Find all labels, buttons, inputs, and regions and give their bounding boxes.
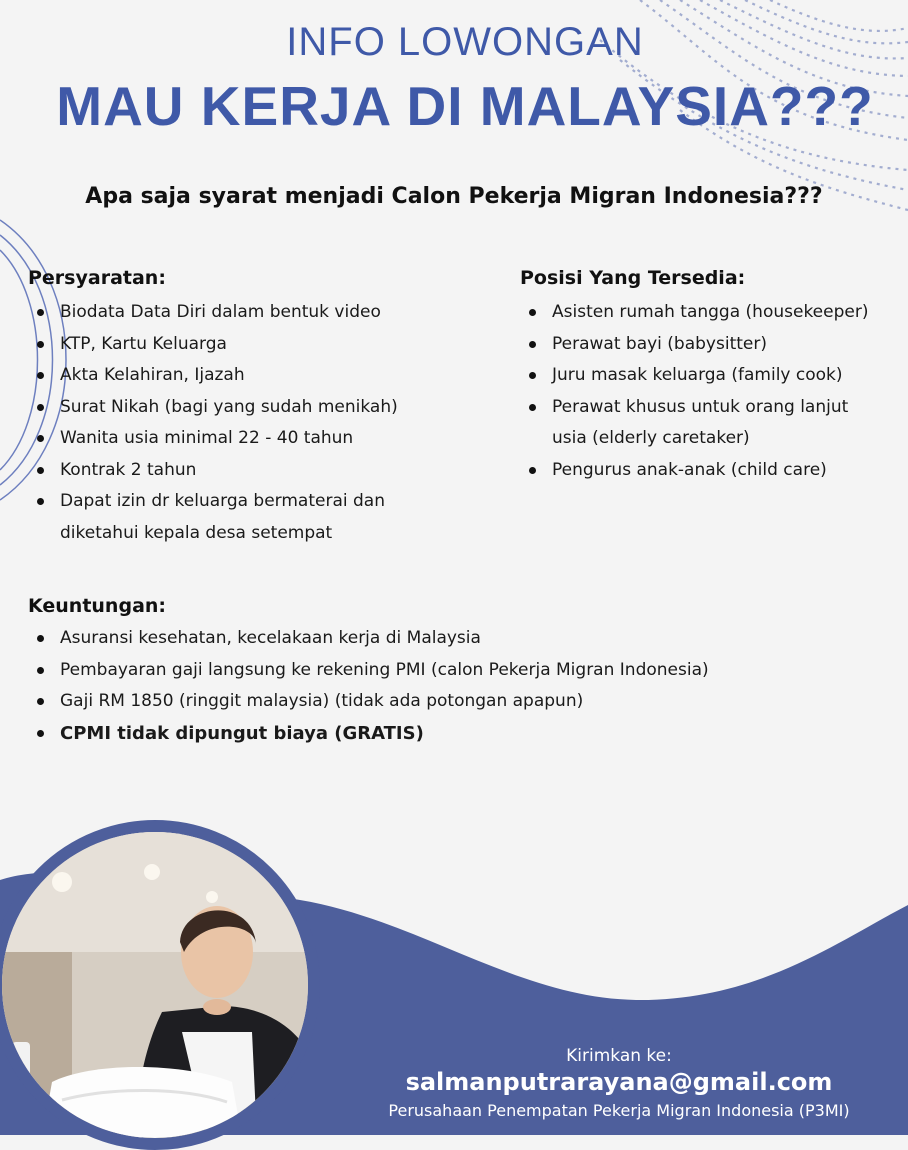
list-item: Pembayaran gaji langsung ke rekening PMI (calon Pekerja Migran Indonesia): [28, 655, 888, 687]
list-item: Wanita usia minimal 22 - 40 tahun: [28, 423, 428, 455]
list-item: Perawat bayi (babysitter): [520, 329, 880, 361]
list-item: Dapat izin dr keluarga bermaterai dan diketahui kepala desa setempat: [28, 486, 428, 549]
list-item: Perawat khusus untuk orang lanjut usia (elderly caretaker): [520, 392, 880, 455]
list-item: Asisten rumah tangga (housekeeper): [520, 297, 880, 329]
list-item: Biodata Data Diri dalam bentuk video: [28, 297, 428, 329]
positions-list: [520, 297, 880, 486]
list-item: Juru masak keluarga (family cook): [520, 360, 880, 392]
contact-email[interactable]: salmanputrarayana@gmail.com: [405, 1068, 833, 1096]
list-item: Kontrak 2 tahun: [28, 455, 428, 487]
list-item: Akta Kelahiran, Ijazah: [28, 360, 428, 392]
housekeeper-photo: [0, 820, 320, 1150]
list-item-highlight: CPMI tidak dipungut biaya (GRATIS): [28, 718, 888, 750]
list-item: Pengurus anak-anak (child care): [520, 455, 880, 487]
positions-title: Posisi Yang Tersedia:: [520, 267, 746, 289]
list-item: KTP, Kartu Keluarga: [28, 329, 428, 361]
company-name: Perusahaan Penempatan Pekerja Migran Indonesia (P3MI): [388, 1101, 850, 1120]
headline: MAU KERJA DI MALAYSIA???: [56, 75, 874, 137]
positions-section: [520, 267, 890, 486]
list-item: Asuransi kesehatan, kecelakaan kerja di Malaysia: [28, 623, 888, 655]
requirements-list: [28, 297, 428, 549]
subheading: Apa saja syarat menjadi Calon Pekerja Migran Indonesia???: [85, 184, 823, 209]
eyebrow-title: INFO LOWONGAN: [286, 20, 644, 64]
list-item: Surat Nikah (bagi yang sudah menikah): [28, 392, 428, 424]
housekeeper-illustration: [2, 832, 308, 1138]
requirements-title: Persyaratan:: [28, 267, 166, 289]
benefits-section: [28, 595, 888, 749]
send-to-label: Kirimkan ke:: [566, 1046, 672, 1066]
benefits-list: [28, 623, 888, 749]
list-item: Gaji RM 1850 (ringgit malaysia) (tidak ada potongan apapun): [28, 686, 888, 718]
requirements-section: [28, 267, 468, 549]
benefits-title: Keuntungan:: [28, 595, 167, 617]
